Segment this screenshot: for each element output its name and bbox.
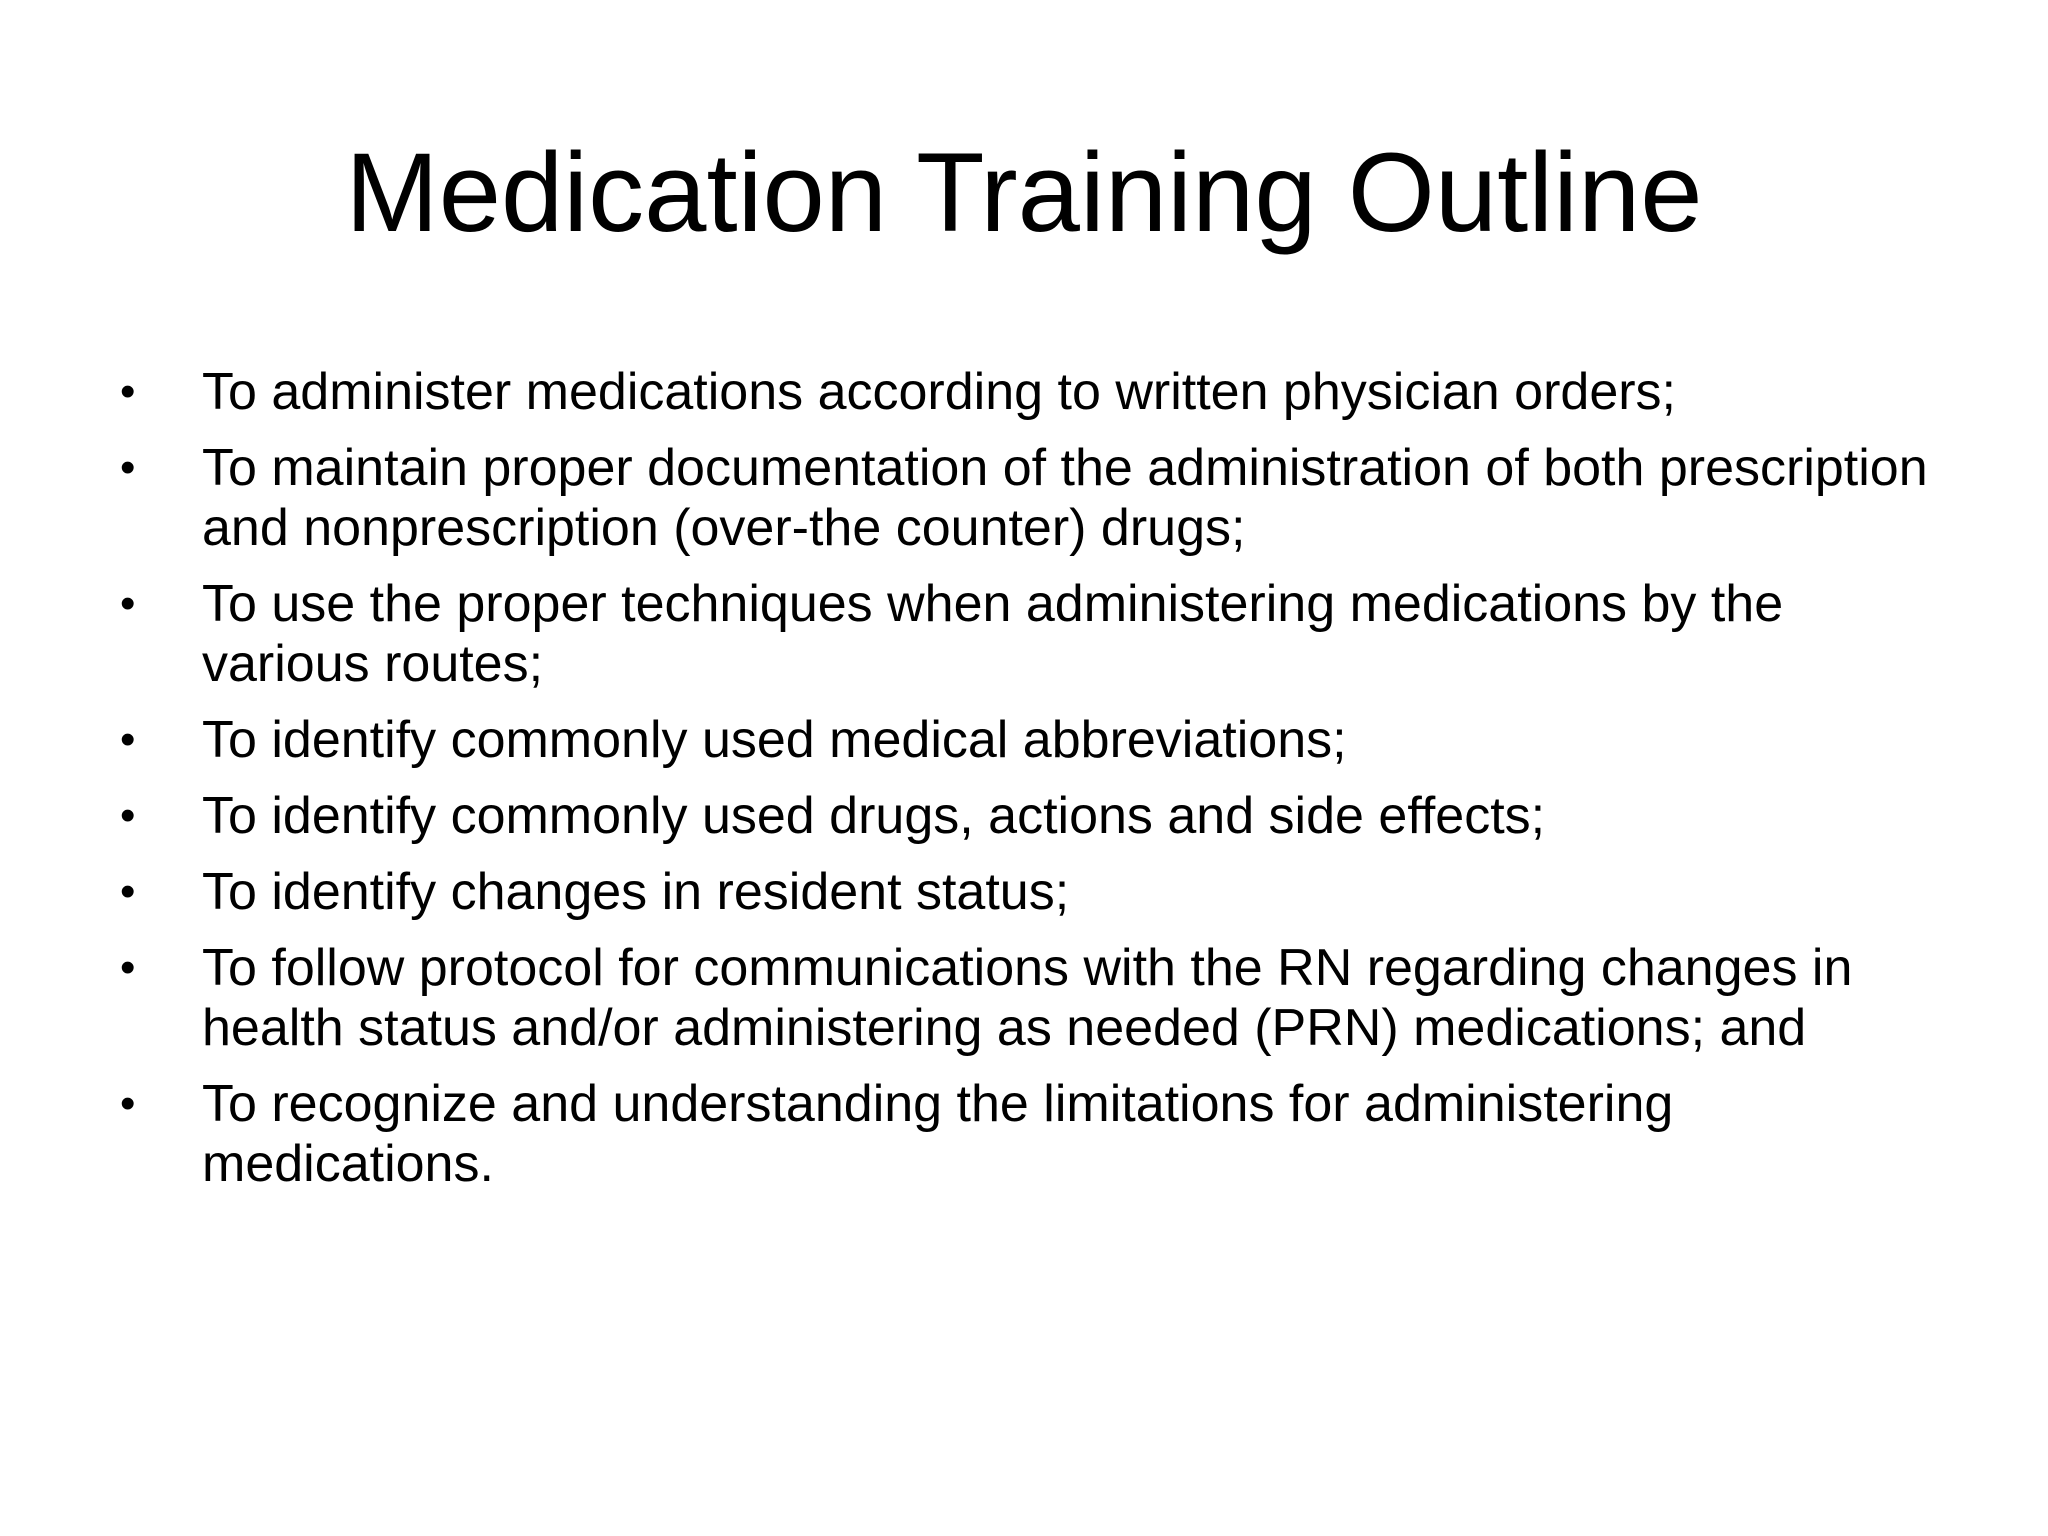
bullet-text: To follow protocol for communications with the RN regarding changes in health status and/or administering as needed (PRN) medications; and bbox=[202, 939, 1853, 1057]
bullet-icon: • bbox=[120, 367, 136, 416]
bullet-text: To administer medications according to written physician orders; bbox=[202, 363, 1677, 421]
bullet-text: To use the proper techniques when administering medications by the various routes; bbox=[202, 575, 1784, 693]
bullet-icon: • bbox=[120, 443, 136, 492]
bullet-text: To identify changes in resident status; bbox=[202, 863, 1070, 921]
bullet-item bbox=[120, 710, 1940, 770]
bullet-item bbox=[120, 438, 1940, 558]
bullet-text: To maintain proper documentation of the administration of both prescription and nonprescription (over-the counter) drugs; bbox=[202, 439, 1928, 557]
bullet-icon: • bbox=[120, 715, 136, 764]
bullet-item bbox=[120, 786, 1940, 846]
bullet-icon: • bbox=[120, 791, 136, 840]
bullet-icon: • bbox=[120, 579, 136, 628]
bullet-text: To recognize and understanding the limitations for administering medications. bbox=[202, 1075, 1674, 1193]
bullet-item bbox=[120, 362, 1940, 422]
bullet-item bbox=[120, 574, 1940, 694]
bullet-icon: • bbox=[120, 1079, 136, 1128]
bullet-icon: • bbox=[120, 867, 136, 916]
slide-title: Medication Training Outline bbox=[345, 130, 1703, 255]
bullet-list bbox=[120, 362, 1940, 1210]
bullet-item bbox=[120, 938, 1940, 1058]
bullet-icon: • bbox=[120, 943, 136, 992]
bullet-item bbox=[120, 1074, 1940, 1194]
bullet-text: To identify commonly used medical abbreviations; bbox=[202, 711, 1347, 769]
bullet-text: To identify commonly used drugs, actions and side effects; bbox=[202, 787, 1546, 845]
bullet-item bbox=[120, 862, 1940, 922]
